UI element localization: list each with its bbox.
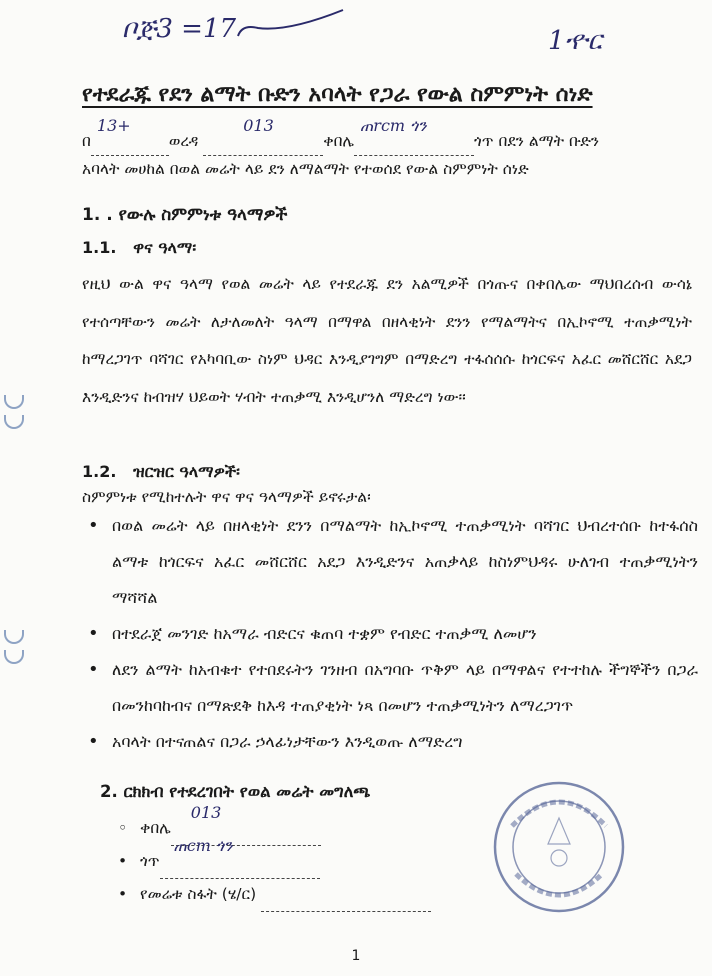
item-fill-field (261, 878, 431, 912)
subsection-1-1-heading (82, 238, 196, 258)
kebele-label: ቀበሌ (323, 132, 355, 150)
section-2-heading: 2. ርክክብ የተደረገበት የወል መሬት መግለጫ (100, 782, 371, 801)
item-label: ጎጥ (140, 852, 160, 870)
objective-text: ለደን ልማት ከአብቁተ የተበደሩትን ገንዘብ በአግባቡ ጥቅም ላይ በማዋልና የተተከሉ ችግኞችን በጋራ በመንከባከብና በማጽደቅ ከእዳ ተጠያቂነት ነጻ በመሆን ተጠቃሚነትን ለማረጋገጥ (112, 660, 698, 715)
item-handwriting: 013 (190, 803, 222, 822)
subsection-1-2-heading (82, 462, 240, 482)
punch-hole-2 (4, 415, 24, 429)
bullet-icon: • (88, 659, 99, 680)
list-item (82, 724, 698, 760)
kebele-handwriting: 013 (243, 116, 274, 135)
item-fill-field (160, 836, 320, 879)
item-label: የመሬቱ ስፋት (ሄ/ር) (140, 885, 257, 903)
objective-text: በወል መሬት ላይ በዘላቂነት ደንን በማልማት ከኢኮኖሚ ተጠቃሚነት ባሻገር ህብረተሰቡ ከተፋሰስ ልማቱ ከጎርፍና አፈር መሸርሸር አደጋ እንዲድንና አጠቃላይ ከስነምህዳሩ ሁለገብ ተጠቃሚነትን ማሻሻል (112, 516, 698, 607)
specific-objectives-lead: ስምምነቱ የሚከተሉት ዋና ዋና ዓላማዎች ይኖሩታል፡ (82, 488, 371, 506)
bullet-icon: ◦ (118, 819, 128, 837)
list-item (118, 836, 431, 878)
got-handwriting: ጠrcm ጎን (360, 116, 427, 135)
list-item (118, 878, 431, 911)
objectives-list (82, 508, 698, 760)
woreda-label: ወረዳ (168, 132, 199, 150)
list-item (82, 508, 698, 616)
list-item (82, 616, 698, 652)
list-item (118, 803, 431, 845)
main-objective-paragraph: የዚህ ውል ዋና ዓላማ የወል መሬት ላይ የተደራጁ ደን አልሚዎች በጎጡና በቀበሌው ማህበረሰብ ውሳኔ የተሰጣቸውን መሬት ለታለመለት ዓላማ በማዋል በዘላቂነት ደንን የማልማትና በኢኮኖሚ ተጠቃሚነት ከማረጋገጥ ባሻገር የአካባቢው ስነም ህዳር እንዲያገግም በማድረግ ተፋሰሰሱ ከጎርፍና አፈር መሸርሸር አደጋ እንዲድንና ከብዝሃ ህይወት ሃብት ተጠቃሚ እንዲሆንለ ማድረግ ነው፡፡ (82, 275, 692, 406)
document-title: የተደራጁ የደን ልማት ቡድን አባላት የጋራ የውል ስምምነት ሰነድ (82, 82, 593, 107)
subsection-1-1-number: 1.1. (82, 238, 117, 257)
punch-hole-3 (4, 630, 24, 644)
bullet-icon: • (118, 885, 128, 903)
objective-text: በተደራጀ መንገድ ከአማራ ብድርና ቁጠባ ተቋም የብድር ተጠቃሚ ለመሆን (112, 624, 537, 643)
land-description-list (118, 803, 431, 911)
section-1-heading: 1. . የውሉ ስምምነቱ ዓላማዎች (82, 205, 288, 225)
bullet-icon: • (118, 852, 128, 870)
official-stamp (490, 778, 628, 916)
item-handwriting: ጠcm ጎን (173, 836, 233, 855)
page-number: 1 (351, 948, 361, 964)
got-fill-field (354, 116, 474, 156)
handwritten-check-mark (228, 6, 348, 46)
handwritten-corner-note: 1ዯር (548, 26, 603, 56)
subsection-1-1-title: ዋና ዓላማ፡ (133, 238, 197, 257)
punch-hole-4 (4, 650, 24, 664)
subsection-1-2-title: ዝርዝር ዓላማዎች፡ (133, 462, 240, 481)
handwritten-reference: ቦጅ3 =17 (122, 14, 237, 44)
intro-paragraph (82, 116, 692, 183)
item-label: ቀበሌ (140, 819, 171, 837)
bullet-icon: • (88, 623, 99, 644)
intro-prefix: በ (82, 132, 91, 150)
intro-line-2: አባላት መሀከል በወል መሬት ላይ ደን ለማልማት የተወሰደ የውል ስምምነት ሰነድ (82, 160, 529, 178)
kebele-fill-field (203, 116, 323, 156)
list-item (82, 652, 698, 724)
year-fill-field (91, 116, 169, 156)
bullet-icon: • (88, 731, 99, 752)
objective-text: አባላት በተናጠልና በጋራ ኃላፊነታቸውን እንዲወጡ ለማድረግ (112, 732, 463, 751)
bullet-icon: • (88, 515, 99, 536)
punch-hole-1 (4, 395, 24, 409)
got-label: ጎጥ በደን ልማት ቡድን (474, 132, 600, 150)
year-handwriting: 13+ (96, 116, 131, 135)
subsection-1-2-number: 1.2. (82, 462, 117, 481)
